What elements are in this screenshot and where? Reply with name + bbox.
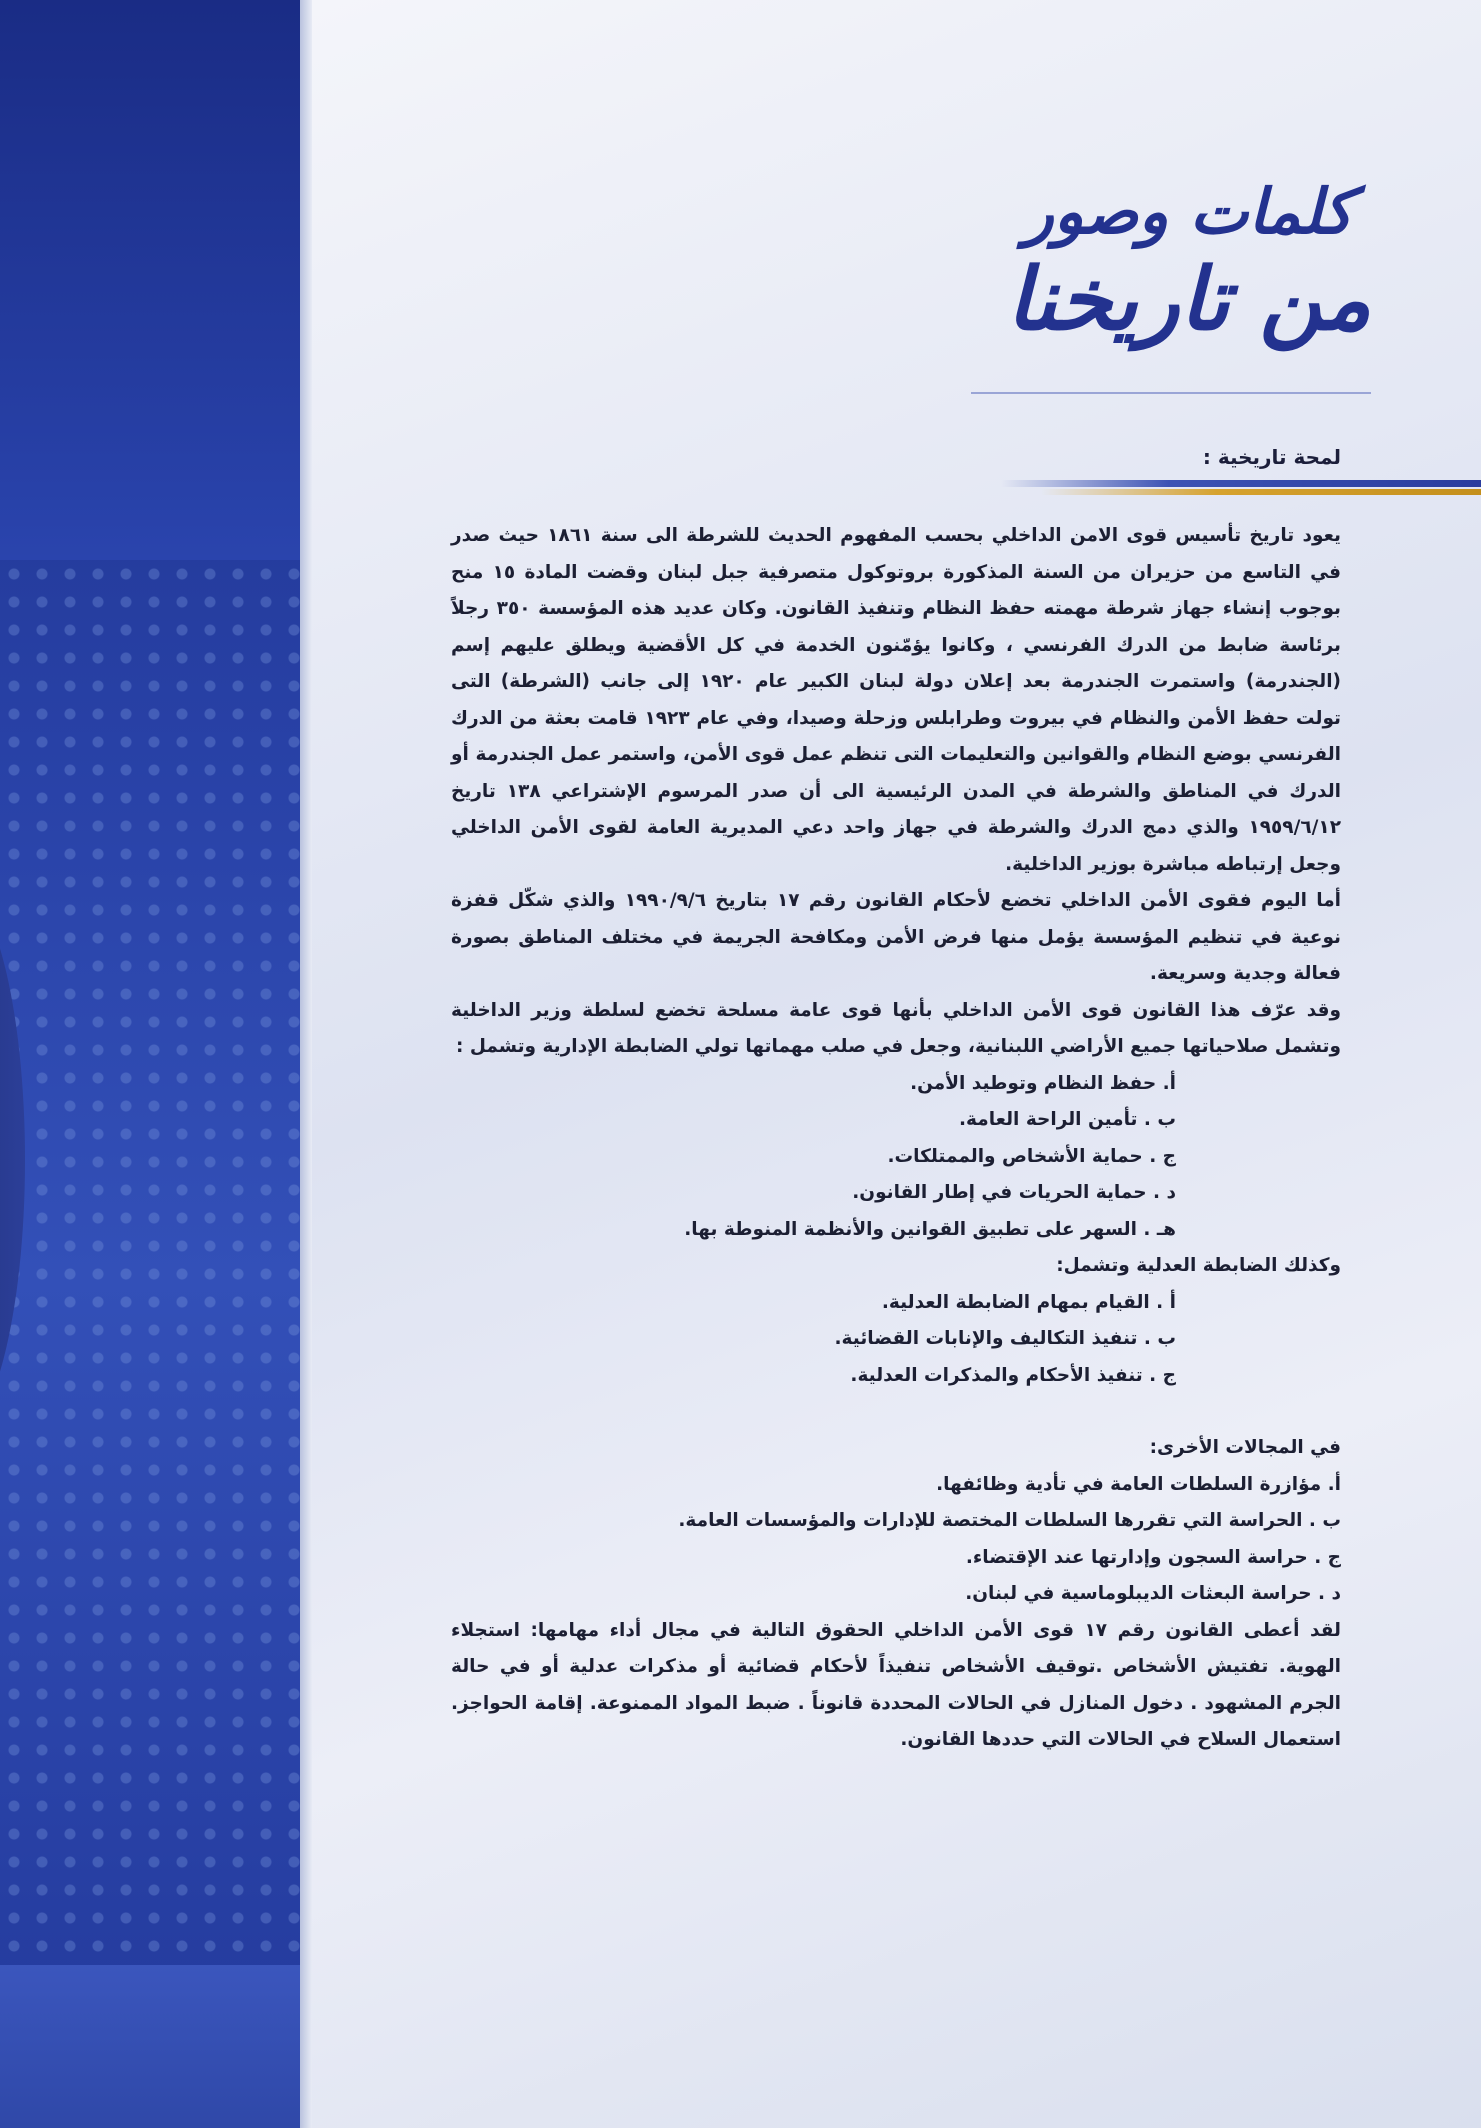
article-body: [451, 518, 1341, 1759]
panel-arc-decoration: [0, 880, 25, 1440]
list-item: ج . حماية الأشخاص والممتلكات.: [887, 1145, 1176, 1167]
list-item: ب . تأمين الراحة العامة.: [959, 1109, 1176, 1130]
title-logo: [971, 175, 1371, 375]
section-heading: لمحة تاريخية :: [1202, 445, 1341, 469]
list-item: أ. مؤازرة السلطات العامة في تأدية وظائفها.: [936, 1473, 1341, 1495]
paragraph-judicial: وكذلك الضابطة العدلية وتشمل:: [1056, 1255, 1341, 1276]
logo-line-1: كلمات وصور: [1023, 175, 1353, 248]
list-item: د . حراسة البعثات الديبلوماسية في لبنان.: [965, 1583, 1341, 1604]
paragraph-rights: لقد أعطى القانون رقم ١٧ قوى الأمن الداخلي الحقوق التالية في مجال أداء مهامها: استجلاء الهوية. تفتيش الأشخاص .توقيف الأشخاص تنفيذاً لأحكام قضائية أو مذكرات عدلية أو في حالة الجرم المشهود . دخول المنازل في الحالات المحددة قانوناً . ضبط المواد الممنوعة. إقامة الحواجز. استعمال السلاح في الحالات التي حددها القانون.: [451, 1619, 1341, 1750]
paragraph-other-fields: في المجالات الأخرى:: [1149, 1437, 1341, 1458]
logo-underline: [971, 392, 1371, 394]
heading-rule-gold: [1041, 489, 1481, 495]
list-item: أ . القيام بمهام الضابطة العدلية.: [881, 1291, 1176, 1313]
list-item: ج . حراسة السجون وإدارتها عند الإقتضاء.: [965, 1546, 1341, 1568]
paragraph-history: يعود تاريخ تأسيس قوى الامن الداخلي بحسب المفهوم الحديث للشرطة الى سنة ١٨٦١ حيث صدر في التاسع من حزيران من السنة المذكورة بروتوكول متصرفية جبل لبنان وقضت المادة ١٥ منح بوجوب إنشاء جهاز شرطة مهمته حفظ النظام وتنفيذ القانون. وكان عديد هذه المؤسسة ٣٥٠ رجلاً برئاسة ضابط من الدرك الفرنسي ، وكانوا يؤمّنون الخدمة في كل الأقضية ويطلق عليهم إسم (الجندرمة) واستمرت الجندرمة بعد إعلان دولة لبنان الكبير عام ١٩٢٠ إلى جانب (الشرطة) التى تولت حفظ الأمن والنظام في بيروت وطرابلس وزحلة وصيدا، وفي عام ١٩٢٣ قامت بعثة من الدرك الفرنسي بوضع النظام والقوانين والتعليمات التى تنظم عمل قوى الأمن، واستمر عمل الجندرمة أو الدرك في المناطق والشرطة في المدن الرئيسية الى أن صدر المرسوم الإشتراعي ١٣٨ تاريخ ١٩٥٩/٦/١٢ والذي دمج الدرك والشرطة في جهاز واحد دعي المديرية العامة لقوى الأمن الداخلي وجعل إرتباطه مباشرة بوزير الداخلية.: [451, 525, 1342, 875]
list-item: هـ . السهر على تطبيق القوانين والأنظمة المنوطة بها.: [684, 1218, 1176, 1240]
list-item: ب . الحراسة التي تقررها السلطات المختصة للإدارات والمؤسسات العامة.: [678, 1510, 1341, 1531]
heading-rule-blue: [1001, 480, 1481, 487]
judicial-police-list: [451, 1285, 1341, 1395]
list-item: ج . تنفيذ الأحكام والمذكرات العدلية.: [850, 1364, 1176, 1386]
spacer: [451, 1394, 1341, 1430]
logo-line-2: من تاريخنا: [1006, 249, 1371, 350]
list-item: أ. حفظ النظام وتوطيد الأمن.: [910, 1072, 1176, 1094]
panel-top-band: [0, 0, 300, 560]
document-page: [312, 0, 1481, 2128]
admin-police-list: [451, 1066, 1341, 1249]
paragraph-law-17: أما اليوم فقوى الأمن الداخلي تخضع لأحكام القانون رقم ١٧ بتاريخ ١٩٩٠/٩/٦ والذي شكّل قفزة نوعية في تنظيم المؤسسة يؤمل منها فرض الأمن ومكافحة الجريمة في مختلف المناطق بصورة فعالة وجدية وسريعة.: [451, 890, 1341, 984]
panel-edge: [300, 0, 312, 2128]
left-blue-panel: [0, 0, 300, 2128]
list-item: ب . تنفيذ التكاليف والإنابات القضائية.: [834, 1328, 1176, 1349]
other-fields-list: [451, 1467, 1341, 1613]
paragraph-definition: وقد عرّف هذا القانون قوى الأمن الداخلي بأنها قوى عامة مسلحة تخضع لسلطة وزير الداخلية وتشمل صلاحياتها جميع الأراضي اللبنانية، وجعل في صلب مهماتها تولي الضابطة الإدارية وتشمل :: [451, 999, 1341, 1057]
panel-bottom-band: [0, 1965, 300, 2128]
list-item: د . حماية الحريات في إطار القانون.: [852, 1182, 1176, 1203]
